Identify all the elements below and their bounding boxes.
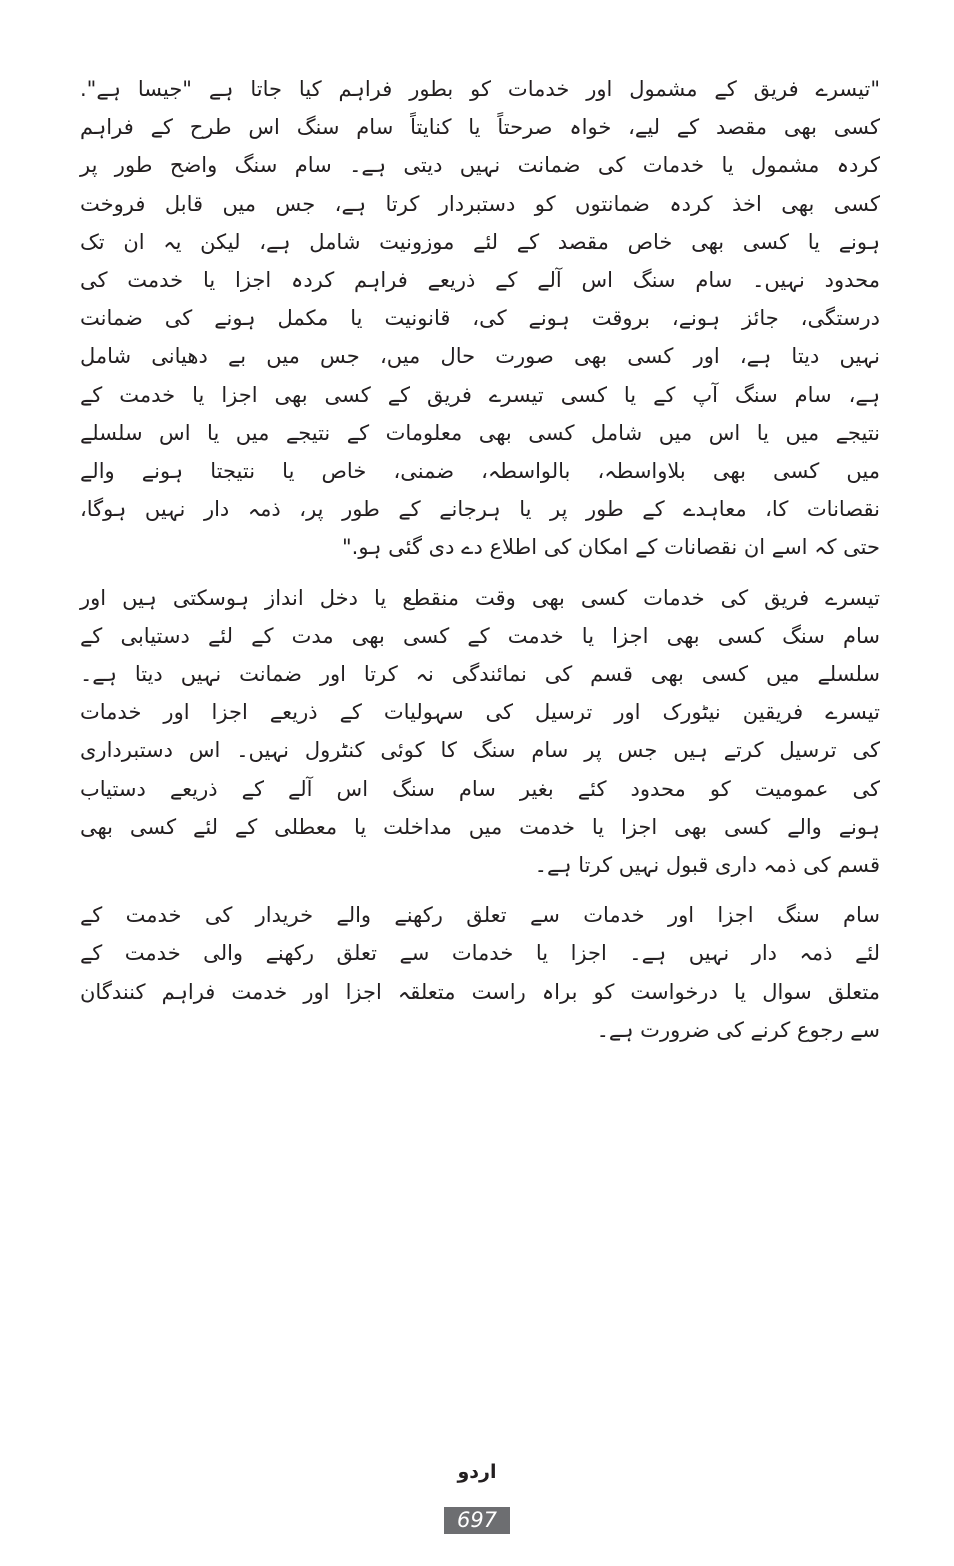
- text-line: محدود نہیں۔ سام سنگ اس آلے کے ذریعے فراہم کردہ اجزا یا خدمت کی: [80, 268, 880, 293]
- text-line: نتیجے میں یا اس میں شامل کسی بھی معلومات کے نتیجے میں یا اس سلسلے: [80, 420, 880, 445]
- text-line: سلسلے میں کسی بھی قسم کی نمائندگی نہ کرتا اور ضمانت نہیں دیتا ہے۔: [80, 662, 880, 687]
- text-line: متعلق سوال یا درخواست کو براہ راست متعلقہ اجزا اور خدمت فراہم کنندگان: [80, 979, 880, 1004]
- text-line: قسم کی ذمہ داری قبول نہیں کرتا ہے۔: [534, 853, 880, 878]
- text-line: سے رجوع کرنے کی ضرورت ہے۔: [596, 1017, 880, 1042]
- text-line: نقصانات کا، معاہدے کے طور پر یا ہرجانے کے طور پر، ذمہ دار نہیں ہوگا،: [80, 497, 880, 522]
- text-line: ہونے یا کسی بھی خاص مقصد کے لئے موزونیت شامل ہے، لیکن یہ ان تک: [80, 229, 880, 254]
- paragraph-disclaimer: [80, 70, 880, 567]
- page-number-badge: 697: [444, 1507, 510, 1534]
- footer-language-label: اردو: [457, 1461, 497, 1483]
- text-line: میں کسی بھی بلاواسطہ، بالواسطہ، ضمنی، خاص یا نتیجتا ہونے والے: [80, 459, 880, 484]
- text-line: تیسرے فریق کی خدمات کسی بھی وقت منقطع یا دخل انداز ہوسکتی ہیں اور: [80, 585, 880, 610]
- text-line: سام سنگ اجزا اور خدمات سے تعلق رکھنے والے خریدار کی خدمت کے: [80, 903, 880, 928]
- text-line: "تیسرے فریق کے مشمول اور خدمات کو بطور فراہم کیا جاتا ہے "جیسا ہے".: [80, 77, 880, 101]
- text-line: کسی بھی مقصد کے لیے، خواہ صرحتاً یا کنایتاً سام سنگ اس طرح کے فراہم: [80, 115, 880, 140]
- text-line: نہیں دیتا ہے، اور کسی بھی صورت حال میں، جس میں بے دھیانی شامل: [80, 344, 880, 369]
- text-line: درستگی، جائز ہونے، بروقت ہونے کی، قانونیت یا مکمل ہونے کی ضمانت: [80, 306, 880, 331]
- text-line: کی ترسیل کرتے ہیں جس پر سام سنگ کا کوئی کنٹرول نہیں۔ اس دستبرداری: [80, 738, 880, 763]
- text-line: کسی بھی اخذ کردہ ضمانتوں کو دستبردار کرتا ہے، جس میں قابل فروخت: [80, 191, 880, 216]
- paragraph-customer-service: [80, 896, 880, 1049]
- body-text: [80, 70, 880, 1049]
- text-line: ہے، سام سنگ آپ کے یا کسی تیسرے فریق کے کسی بھی اجزا یا خدمت کے: [80, 382, 880, 407]
- text-line: تیسرے فریقین نیٹورک اور ترسیل کی سہولیات کے ذریعے اجزا اور خدمات: [80, 700, 880, 725]
- text-line: کی عمومیت کو محدود کئے بغیر سام سنگ اس آلے کے ذریعے دستیاب: [80, 776, 880, 801]
- text-line: حتی کہ اسے ان نقصانات کے امکان کی اطلاع دے دی گئی ہو.": [342, 535, 880, 560]
- paragraph-third-party-services: [80, 579, 880, 885]
- text-line: سام سنگ کسی بھی اجزا یا خدمت کے کسی بھی مدت کے لئے دستیابی کے: [80, 623, 880, 648]
- text-line: ہونے والے کسی بھی اجزا یا خدمت میں مداخلت یا معطلی کے لئے کسی بھی: [80, 814, 880, 839]
- text-line: لئے ذمہ دار نہیں ہے۔ اجزا یا خدمات سے تعلق رکھنے والی خدمت کے: [80, 941, 880, 966]
- text-line: کردہ مشمول یا خدمات کی ضمانت نہیں دیتی ہے۔ سام سنگ واضح طور پر: [80, 153, 880, 178]
